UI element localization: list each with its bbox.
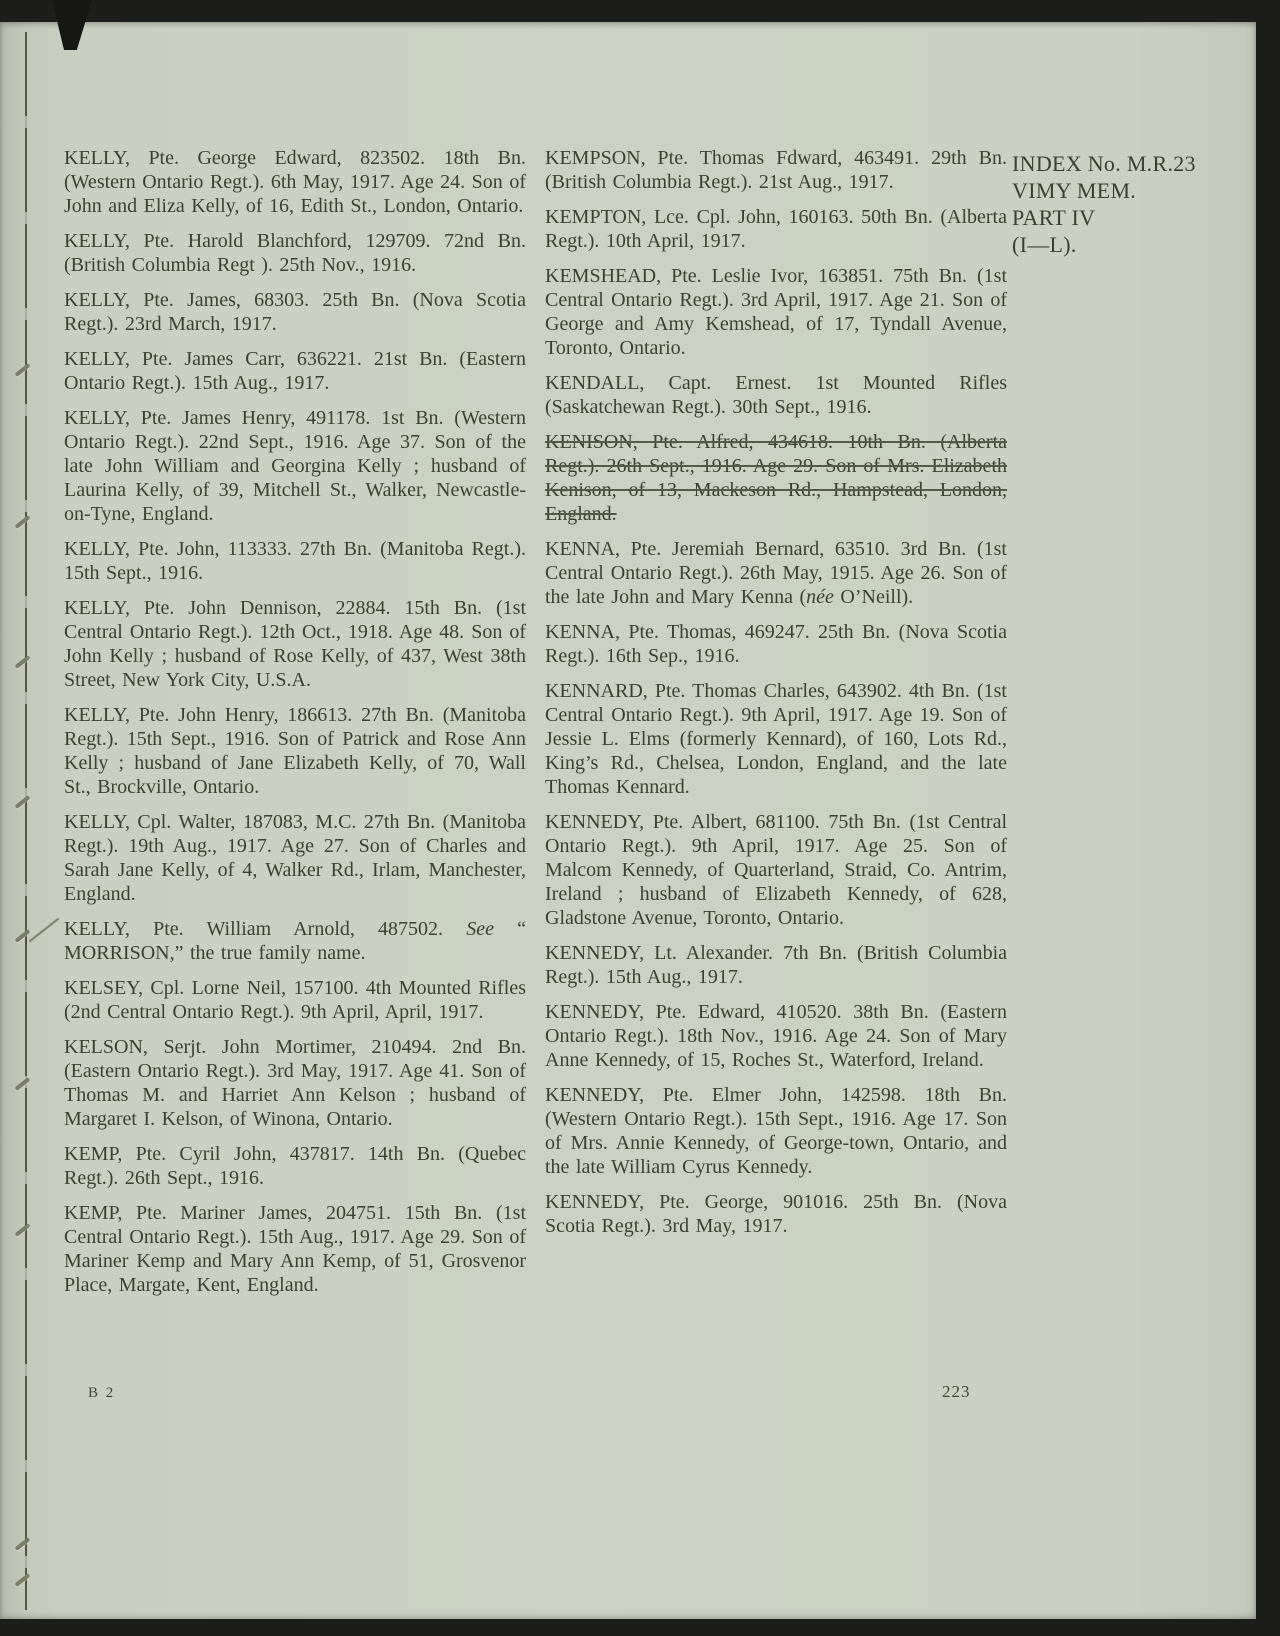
index-entry: KELLY, Pte. Harold Blanchford, 129709. 72nd Bn. (British Columbia Regt ). 25th Nov., 1916. — [64, 230, 526, 276]
index-entry: KELLY, Pte. George Edward, 823502. 18th Bn. (Western Ontario Regt.). 6th May, 1917. Age 24. Son of John and Eliza Kelly, of 16, Edith St., London, Ontario. — [64, 147, 526, 217]
index-entry: KEMSHEAD, Pte. Leslie Ivor, 163851. 75th Bn. (1st Central Ontario Regt.). 3rd April, 1917. Age 21. Son of George and Amy Kemshead, of 17, Tyndall Avenue, Toronto, Ontario. — [545, 265, 1007, 359]
entry-text: “ MORRISON,” the true family name. — [64, 918, 526, 964]
entry-text: KENNA, Pte. Jeremiah Bernard, 63510. 3rd Bn. (1st Central Ontario Regt.). 26th May, 1915. Age 26. Son of the late John and Mary Kenna ( — [545, 538, 1007, 608]
index-entry: KENNEDY, Lt. Alexander. 7th Bn. (British Columbia Regt.). 15th Aug., 1917. — [545, 942, 1007, 988]
part-label: PART IV — [1012, 205, 1096, 230]
index-entry: KENNA, Pte. Thomas, 469247. 25th Bn. (Nova Scotia Regt.). 16th Sep., 1916. — [545, 621, 1007, 667]
index-entry: KEMPTON, Lce. Cpl. John, 160163. 50th Bn. (Alberta Regt.). 10th April, 1917. — [545, 206, 1007, 252]
index-entry: KELLY, Pte. James Henry, 491178. 1st Bn. (Western Ontario Regt.). 22nd Sept., 1916. Age 37. Son of the late John William and Georgina Kelly ; husband of Laurina Kelly, of 39, Mitchell St., Walker, Newcastle-on-Tyne, England. — [64, 407, 526, 525]
index-entry: KENNARD, Pte. Thomas Charles, 643902. 4th Bn. (1st Central Ontario Regt.). 9th April, 1917. Age 19. Son of Jessie L. Elms (formerly Kennard), of 160, Lots Rd., King’s Rd., Chelsea, London, England, and the late Thomas Kennard. — [545, 680, 1007, 798]
stitch-mark — [15, 655, 31, 669]
margin-heading — [1012, 150, 1250, 258]
see-reference: See — [466, 918, 494, 940]
index-entry: KEMP, Pte. Cyril John, 437817. 14th Bn. (Quebec Regt.). 26th Sept., 1916. — [64, 1143, 526, 1189]
stitch-mark — [15, 363, 31, 377]
entry-text: O’Neill). — [833, 586, 914, 608]
index-entry: KELLY, Pte. John Henry, 186613. 27th Bn. (Manitoba Regt.). 15th Sept., 1916. Son of Patrick and Rose Ann Kelly ; husband of Jane Elizabeth Kelly, of 70, Wall St., Brockville, Ontario. — [64, 704, 526, 798]
stitch-mark — [15, 1077, 31, 1091]
index-entry — [545, 537, 1007, 609]
pencil-checkmark-icon — [28, 915, 64, 945]
index-number: INDEX No. M.R.23 — [1012, 151, 1196, 176]
entry-text: KELLY, Pte. William Arnold, 487502. — [64, 918, 467, 940]
index-entry: KENNEDY, Pte. George, 901016. 25th Bn. (Nova Scotia Regt.). 3rd May, 1917. — [545, 1191, 1007, 1237]
stitch-mark — [15, 1223, 31, 1237]
memorial-name: VIMY MEM. — [1012, 178, 1137, 203]
stitch-mark — [15, 1537, 31, 1551]
index-entry: KENNEDY, Pte. Elmer John, 142598. 18th Bn. (Western Ontario Regt.). 15th Sept., 1916. Age 17. Son of Mrs. Annie Kennedy, of George-town, Ontario, and the late William Cyrus Kennedy. — [545, 1084, 1007, 1178]
index-entry: KELSEY, Cpl. Lorne Neil, 157100. 4th Mounted Rifles (2nd Central Ontario Regt.). 9th April, April, 1917. — [64, 977, 526, 1023]
letter-range: (I—L). — [1012, 232, 1077, 257]
stitch-mark — [15, 795, 31, 809]
right-column — [545, 146, 1007, 1249]
index-entry — [64, 917, 526, 965]
stitch-mark — [15, 1573, 31, 1587]
binding-stitch-line — [25, 32, 27, 1610]
index-entry: KENNEDY, Pte. Albert, 681100. 75th Bn. (1st Central Ontario Regt.). 9th April, 1917. Age 25. Son of Malcom Kennedy, of Quarterland, Straid, Co. Antrim, Ireland ; husband of Elizabeth Kennedy, of 628, Gladstone Avenue, Toronto, Ontario. — [545, 811, 1007, 929]
index-entry: KEMPSON, Pte. Thomas Fdward, 463491. 29th Bn. (British Columbia Regt.). 21st Aug., 1917. — [545, 147, 1007, 193]
index-entry: KELLY, Cpl. Walter, 187083, M.C. 27th Bn. (Manitoba Regt.). 19th Aug., 1917. Age 27. Son of Charles and Sarah Jane Kelly, of 4, Walker Rd., Irlam, Manchester, England. — [64, 811, 526, 905]
index-entry: KELLY, Pte. James, 68303. 25th Bn. (Nova Scotia Regt.). 23rd March, 1917. — [64, 289, 526, 335]
index-entry: KENNEDY, Pte. Edward, 410520. 38th Bn. (Eastern Ontario Regt.). 18th Nov., 1916. Age 24. Son of Mary Anne Kennedy, of 15, Roches St., Waterford, Ireland. — [545, 1001, 1007, 1071]
page-number: 223 — [942, 1382, 971, 1401]
stitch-mark — [15, 515, 31, 529]
left-column — [64, 146, 526, 1308]
index-entry-struck-through: KENISON, Pte. Alfred, 434618. 10th Bn. (Alberta Regt.). 26th Sept., 1916. Age 29. Son of Mrs. Elizabeth Kenison, of 13, Mackeson Rd., Hampstead, London, England. — [545, 431, 1007, 525]
index-entry: KENDALL, Capt. Ernest. 1st Mounted Rifles (Saskatchewan Regt.). 30th Sept., 1916. — [545, 372, 1007, 418]
index-entry: KELSON, Serjt. John Mortimer, 210494. 2nd Bn. (Eastern Ontario Regt.). 3rd May, 1917. Age 41. Son of Thomas M. and Harriet Ann Kelson ; husband of Margaret I. Kelson, of Winona, Ontario. — [64, 1036, 526, 1130]
nee-word: née — [806, 586, 834, 608]
index-entry: KELLY, Pte. John Dennison, 22884. 15th Bn. (1st Central Ontario Regt.). 12th Oct., 1918. Age 48. Son of John Kelly ; husband of Rose Kelly, of 437, West 38th Street, New York City, U.S.A. — [64, 597, 526, 691]
index-entry: KEMP, Pte. Mariner James, 204751. 15th Bn. (1st Central Ontario Regt.). 15th Aug., 1917. Age 29. Son of Mariner Kemp and Mary Ann Kemp, of 51, Grosvenor Place, Margate, Kent, England. — [64, 1202, 526, 1296]
book-page — [0, 22, 1256, 1619]
printers-mark: B 2 — [88, 1385, 116, 1401]
index-entry: KELLY, Pte. James Carr, 636221. 21st Bn. (Eastern Ontario Regt.). 15th Aug., 1917. — [64, 348, 526, 394]
index-entry: KELLY, Pte. John, 113333. 27th Bn. (Manitoba Regt.). 15th Sept., 1916. — [64, 538, 526, 584]
